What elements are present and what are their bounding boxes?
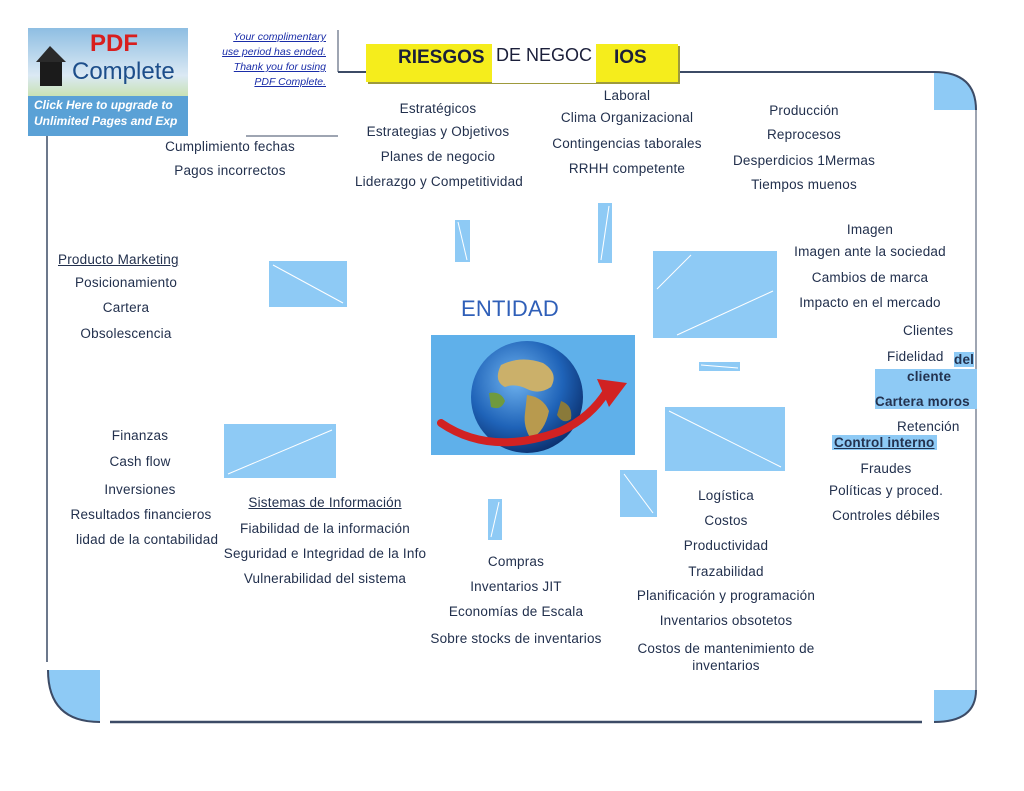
heading-laboral: Laboral	[603, 88, 651, 103]
heading-imagen: Imagen	[846, 222, 894, 237]
item-politicas-procedimientos: Políticas y proced.	[828, 483, 944, 498]
item-economias-escala: Economías de Escala	[448, 604, 584, 619]
connector-arrow	[598, 203, 612, 263]
item-productividad: Productividad	[683, 538, 769, 553]
ad-line-2: Unlimited Pages and Exp	[34, 114, 178, 128]
heading-clientes: Clientes	[903, 323, 954, 338]
entity-label: ENTIDAD	[461, 296, 559, 321]
ad-line-1: Click Here to upgrade to	[34, 98, 173, 112]
item-reprocesos: Reprocesos	[766, 127, 842, 142]
connector-arrow	[620, 470, 657, 517]
notice-line[interactable]: Your complimentary	[233, 31, 326, 43]
item-pagos-incorrectos: Pagos incorrectos	[174, 163, 286, 178]
item-desperdicios-mermas: Desperdicios 1Mermas	[732, 153, 876, 168]
item-fraudes: Fraudes	[860, 461, 912, 476]
item-posicionamiento: Posicionamiento	[74, 275, 178, 290]
connector-arrow	[488, 499, 502, 540]
item-liderazgo-competitividad: Liderazgo y Competitividad	[354, 174, 524, 189]
item-imagen-sociedad: Imagen ante la sociedad	[794, 244, 946, 259]
item-planificacion: Planificación y programación	[636, 588, 816, 603]
title-banner	[366, 44, 678, 82]
item-tiempos-muertos: Tiempos muenos	[751, 177, 857, 192]
item-trazabilidad: Trazabilidad	[688, 564, 764, 579]
title-part-1: RIESGOS	[398, 47, 485, 68]
item-inventarios-obsoletos: Inventarios obsotetos	[659, 613, 793, 628]
upgrade-ad-banner[interactable]	[28, 28, 188, 136]
pdf-logo-text: PDF	[90, 30, 138, 57]
heading-finanzas: Finanzas	[111, 428, 169, 443]
heading-compras: Compras	[487, 554, 545, 569]
item-inventarios-jit: Inventarios JIT	[470, 579, 562, 594]
item-cash-flow: Cash flow	[109, 454, 171, 469]
notice-line[interactable]: use period has ended.	[222, 46, 326, 58]
item-costos: Costos	[704, 513, 748, 528]
item-cambios-marca: Cambios de marca	[811, 270, 929, 285]
heading-sistemas-informacion: Sistemas de Información	[248, 495, 402, 510]
heading-control-interno: Control interno	[834, 435, 935, 450]
item-estrategias-objetivos: Estrategias y Objetivos	[366, 124, 510, 139]
item-rrhh-competente: RRHH competente	[568, 161, 686, 176]
title-part-3: IOS	[614, 47, 647, 68]
item-planes-negocio: Planes de negocio	[380, 149, 496, 164]
heading-logistica: Logística	[698, 488, 754, 503]
heading-estrategicos: Estratégicos	[399, 101, 477, 116]
item-resultados-financieros: Resultados financieros	[70, 507, 212, 522]
notice-line[interactable]: PDF Complete.	[254, 76, 326, 88]
item-fidelidad: Fidelidad	[887, 349, 944, 364]
item-cartera: Cartera	[102, 300, 150, 315]
item-sobre-stocks: Sobre stocks de inventarios	[430, 631, 602, 646]
connector-arrow	[269, 261, 347, 307]
globe-image	[431, 335, 635, 455]
item-inversiones: Inversiones	[104, 482, 176, 497]
heading-producto-marketing: Producto Marketing	[58, 252, 179, 267]
item-retencion: Retención	[897, 419, 960, 434]
pdf-complete-logo	[28, 28, 188, 96]
connector-arrow	[665, 407, 785, 471]
connector-arrow	[455, 220, 470, 262]
item-seguridad-integridad: Seguridad e Integridad de la Info	[223, 546, 427, 561]
item-obsolescencia: Obsolescencia	[80, 326, 172, 341]
item-clima-organizacional: Clima Organizacional	[560, 110, 694, 125]
item-cartera-morosa: Cartera moros	[875, 394, 970, 409]
trial-notice[interactable]	[204, 30, 326, 90]
complete-logo-text: Complete	[72, 58, 175, 85]
connector-arrow	[653, 251, 777, 338]
item-costos-mantenimiento: Costos de mantenimiento de	[637, 641, 815, 656]
item-fiabilidad-informacion: Fiabilidad de la información	[240, 521, 410, 536]
item-controles-debiles: Controles débiles	[832, 508, 940, 523]
item-fidelidad-cliente: cliente	[907, 369, 952, 384]
heading-produccion: Producción	[769, 103, 839, 118]
item-vulnerabilidad-sistema: Vulnerabilidad del sistema	[243, 571, 407, 586]
item-contingencias-laborales: Contingencias taborales	[552, 136, 702, 151]
item-cumplimiento-fechas: Cumplimiento fechas	[165, 139, 295, 154]
item-fidelidad-del: del	[954, 352, 975, 367]
connector-arrow	[224, 424, 336, 478]
item-impacto-mercado: Impacto en el mercado	[799, 295, 941, 310]
notice-line[interactable]: Thank you for using	[233, 61, 326, 73]
connector-arrow	[699, 362, 740, 371]
item-inventarios: inventarios	[692, 658, 760, 673]
item-fiabilidad-contabilidad: lidad de la contabilidad	[76, 532, 219, 547]
title-part-2: DE NEGOC	[492, 44, 596, 83]
